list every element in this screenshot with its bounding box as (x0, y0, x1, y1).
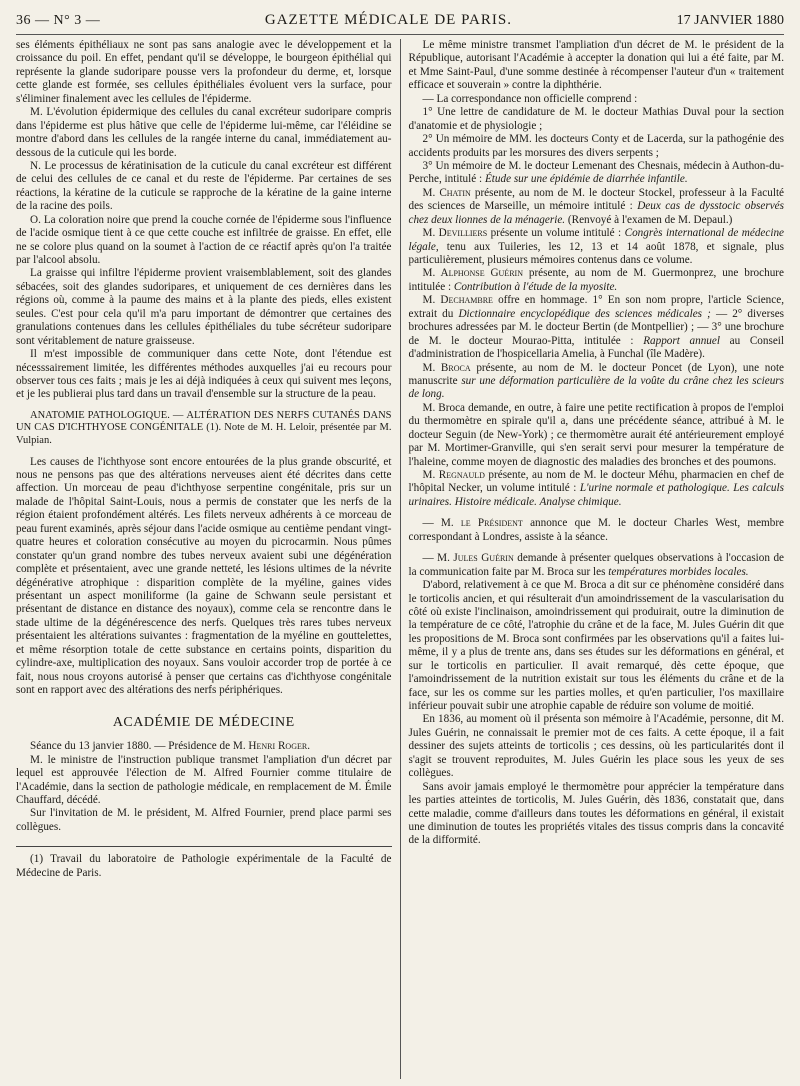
paragraph: 2° Un mémoire de MM. les docteurs Conty et de Lacerda, sur la pathogénie des accidents produits par les morsures des divers serpents ; (408, 133, 784, 159)
paragraph: Il m'est impossible de communiquer dans cette Note, dont l'étendue est nécesssairement limitée, les différentes méthodes auxquelles j'ai eu recours pour observer tous ces faits ; mais je les ai déjà indiquées à ceux qui suivent mes leçons, et je les publierai plus tard dans un travail d'ensemble sur la structure de la peau. (16, 348, 392, 401)
paragraph (409, 362, 785, 402)
right-column (401, 39, 785, 1079)
text-run: présente, au nom de M. le docteur Poncet (de Lyon), une note manuscrite (408, 361, 784, 387)
page-number: 36 — N° 3 — (16, 13, 101, 28)
paragraph (409, 267, 785, 294)
text-run: présente, au nom de M. le docteur Méhu, pharmacien en chef de l'hôpital Necker, un volume intitulé : (408, 469, 784, 495)
session-date: Séance du 13 janvier 1880. — Présidence de M. (30, 740, 246, 753)
issue-date: 17 JANVIER 1880 (676, 13, 784, 28)
paragraph (409, 294, 785, 361)
text-run: au Conseil d'administration de l'hospicellaria Amelia, à Funchal (île Madère). (408, 334, 784, 361)
speaker-name: M. Alphonse Guérin (422, 267, 523, 280)
text-run: offre en hommage. 1° En son nom propre, l'article Science, extrait du (408, 294, 784, 320)
paragraph: La graisse qui infiltre l'épiderme provient vraisemblablement, soit des glandes sébacées, soit des glandes sudoripares, et uniquement de ces dernières dans les régions où, comme à la paume des mains et à la plante des pieds, elles existent seules. C'est pour cela qu'il m'a paru important de démontrer que certaines des granulations contenues dans les cellules épithéliales du tube sécréteur sudoripare sont véritablement de nature graisseuse. (16, 267, 392, 347)
session-president: Henri Roger. (248, 740, 310, 753)
text-run: — 2° diverses brochures adressées par M. le docteur Bertin (de Montpellier) ; — 3° une brochure de M. le docteur Mourao-Pitta, intitulée : (408, 307, 784, 347)
paragraph: En 1836, au moment où il présenta son mémoire à l'Académie, personne, dit M. Jules Guérin, ne connaissait le premier mot de ces faits. A cette époque, il a fait dessiner des sujets atteints de torticolis ; ces dessins, où les particularités dont il s'agit se trouvent reproduites, M. Jules Guérin les place sous les yeux de ses collègues. (408, 713, 784, 780)
heading-category: ANATOMIE PATHOLOGIQUE. — (30, 409, 184, 421)
italic-title: Contribution à l'étude de la myosite. (453, 280, 618, 293)
paragraph: M. le ministre de l'instruction publique transmet l'ampliation d'un décret par lequel est approuvée l'élection de M. Alfred Fournier comme titulaire de l'Académie, dans la section de pathologie médicale, en remplacement de M. Émile Chauffard, décédé. (16, 753, 392, 807)
paragraph (409, 517, 785, 544)
speaker-name: M. Chatin (422, 186, 471, 199)
text-run: tenu aux Tuileries, les 12, 13 et 14 août 1878, et signale, plus particulièrement, plusieurs mémoires contenus dans ce volume. (408, 240, 784, 266)
text-run: présente, au nom de M. Guermonprez, une brochure intitulée : (408, 267, 784, 293)
italic-title: Étude sur une épidémie de diarrhée infantile. (484, 173, 688, 186)
journal-title: GAZETTE MÉDICALE DE PARIS. (264, 12, 512, 28)
text-run: présente, au nom de M. le docteur Stockel, professeur à la Faculté des sciences de Marseille, un mémoire intitulé : (408, 186, 784, 213)
italic-title: sur une déformation particulière de la voûte du crâne chez les scieurs de long. (408, 374, 784, 401)
paragraph: 1° Une lettre de candidature de M. le docteur Mathias Duval pour la section d'anatomie et de physiologie ; (408, 106, 784, 132)
paragraph: N. Le processus de kératinisation de la cuticule du canal excréteur est différent de celui des cellules de ce canal et du reste de l'épiderme. Par certaines de ses réactions, la kératine de la cuticule se rapproche de la kératine de la gaine interne de la racine des poils. (16, 159, 392, 213)
paragraph (409, 187, 785, 227)
section-title: ACADÉMIE DE MÉDECINE (112, 715, 295, 731)
italic-title: Congrès international de médecine légale, (408, 227, 784, 253)
speaker-name: — M. le Président (422, 517, 523, 530)
paragraph (409, 160, 785, 187)
text-run: (Renvoyé à l'examen de M. Depaul.) (567, 213, 733, 226)
article-heading (16, 410, 392, 448)
speaker-name: M. Regnauld (422, 469, 485, 481)
paragraph: M. L'évolution épidermique des cellules du canal excréteur sudoripare compris dans l'épiderme est plus hâtive que celle de l'épiderme lui-même, car l'éléidine se montre d'abord dans les cellules de la rangée interne du canal, immédiatement au-dessous de la cuticule qui les borde. (16, 106, 392, 159)
paragraph: M. Broca demande, en outre, à faire une petite rectification à propos de l'emploi du thermomètre en spirale qu'il a, dans une précédente séance, attribué à M. le docteur Seguin (de New-York) ; ce thermomètre aurait été antérieurement employé par M. Mortimer-Granville, qui s'en serait servi pour mesurer la température de l'haleine, comme moyen de diagnostic des maladies des bronches et des poumons. (408, 401, 784, 468)
heading-title: ALTÉRATION DES NERFS CUTANÉS DANS UN CAS D'ICHTHYOSE CONGÉNITALE (16, 409, 392, 434)
paragraph: Sans avoir jamais employé le thermomètre pour apprécier la température dans les parties atteintes de torticolis, M. Jules Guérin, dès 1836, constatait que, dans cette maladie, comme d'ailleurs dans toutes les déformations en général, il existait une diminution de toutes les propriétés vitales des tissus compris dans la concavité de la difformité. (408, 780, 784, 847)
page-header (16, 12, 784, 35)
text-run: demande à présenter quelques observations à l'occasion de la communication faite par M. Broca sur les (408, 552, 784, 578)
footnote-divider (16, 846, 392, 847)
italic-title: L'urine normale et pathologique. Les calculs urinaires. Histoire médicale. Analyse chimique. (408, 482, 784, 508)
speaker-name: — M. Jules Guérin (422, 552, 514, 565)
session-line (16, 740, 392, 753)
paragraph: ses éléments épithéliaux ne sont pas sans analogie avec le développement et la croissance du poil. En effet, pendant qu'il se développe, le bourgeon épithélial qui représente la glande sudoripare pousse vers la profondeur du derme, et, lorsque cette glande est formée, ses cellules épithéliales évoluent vers la surface, pour s'éliminer finalement avec les cellules de l'épiderme. (16, 39, 392, 105)
footnote: (1) Travail du laboratoire de Pathologie expérimentale de la Faculté de Médecine de Paris. (16, 853, 392, 879)
speaker-name: M. Broca (422, 361, 471, 374)
paragraph: Sur l'invitation de M. le président, M. Alfred Fournier, prend place parmi ses collègues. (16, 807, 392, 833)
text-run: annonce que M. le docteur Charles West, membre correspondant à Londres, assiste à la séance. (408, 517, 784, 543)
paragraph (409, 552, 785, 579)
two-column-body (16, 39, 784, 1079)
paragraph: O. La coloration noire que prend la couche cornée de l'épiderme sous l'influence de l'acide osmique tient à ce que cette couche est infiltrée de graisse. En effet, elle ne se colore plus quand on la soumet à l'action de ce réactif après qu'on l'a traitée par l'alcool absolu. (16, 213, 392, 266)
italic-title: Dictionnaire encyclopédique des sciences médicales ; (458, 307, 711, 320)
paragraph: — La correspondance non officielle comprend : (422, 92, 638, 105)
heading-byline: (1). Note de M. H. Leloir, présentée par M. Vulpian. (16, 422, 392, 446)
speaker-name: M. Devilliers (422, 227, 488, 240)
paragraph (409, 469, 785, 509)
italic-title: Rapport annuel (643, 334, 720, 347)
italic-title: Deux cas de dysstocic observés chez deux lionnes de la ménagerie. (408, 200, 784, 226)
text-run: 3° Un mémoire de M. le docteur Lemenant des Chesnais, médecin à Authon-du-Perche, intitulé : (408, 159, 784, 186)
paragraph (409, 227, 785, 267)
italic-title: températures morbides locales. (608, 565, 749, 578)
paragraph: Les causes de l'ichthyose sont encore entourées de la plus grande obscurité, et nous ne pensons pas que des altérations nerveuses aient été décrites dans cette affection. Un morceau de peau d'ichthyose serpentine congénitale, pris sur un malade de l'hôpital Saint-Louis, nous a permis de constater que les nerfs de la région étaient profondément altérés. Les filets nerveux adhérents à ce morceau de peau furent examinés, après séjour dans l'acide osmique au centième pendant vingt-quatre heures et coloration consécutive au moyen du picrocarmin. Nous pûmes constater qu'un grand nombre des tubes nerveux avaient subi une dégénération complète et présentaient, avec une grande netteté, les lésions ultimes de la névrite dégénérative atrophique : disparition complète de la myéline, gaines vides présentant un aspect moniliforme (la gaine de Schwann seule persistant et présentant de distance en distance des noyaux), comme cela se rencontre dans le stade ultime de la dégénérescence des nerfs. Quelques très rares tubes nerveux présentaient les altérations suivantes : fragmentation de la myéline en gouttelettes, et même résorption totale de cette substance en certains points, disparition du cylindre-axe, multiplication des noyaux. Sans vouloir accorder trop de portée à ce fait, nous nous croyons autorisé à penser que certains cas d'ichthyose congénitale sont en rapport avec des altérations des nerfs périphériques. (16, 455, 392, 697)
paragraph: D'abord, relativement à ce que M. Broca a dit sur ce phénomène considéré dans le torticolis ancien, et qui résulterait d'un amoindrissement de la vascularisation du côté où existe l'inclinaison, amoindrissement qui produirait, outre la diminution de la température de ce côté, l'atrophie du crâne et de la face, M. Jules Guérin dit que les propositions de M. Broca sont confirmées par les observations qu'il a faites lui-même, il y a plus de trente ans, dans ses études sur les déformations en général, et sur le torticolis en particulier. Il avait remarqué, dès cette époque, que l'amoindrissement de la nutrition existait sur tous les éléments du crâne et de la face, sur les os comme sur les parties molles, et qu'en particulier, l'os maxillaire inférieur pouvait subir une atrophie capable de réduire son volume de moitié. (408, 579, 784, 712)
left-column (16, 39, 401, 1079)
text-run: présente un volume intitulé : (490, 227, 622, 240)
paragraph: Le même ministre transmet l'ampliation d'un décret de M. le président de la République, autorisant l'Académie à accepter la donation qui lui a été faite, par M. et Mme Saint-Paul, d'une somme destinée à récompenser l'auteur d'un « traitement efficace et souverain » contre la diphthérie. (408, 39, 784, 92)
speaker-name: M. Dechambre (422, 294, 493, 307)
